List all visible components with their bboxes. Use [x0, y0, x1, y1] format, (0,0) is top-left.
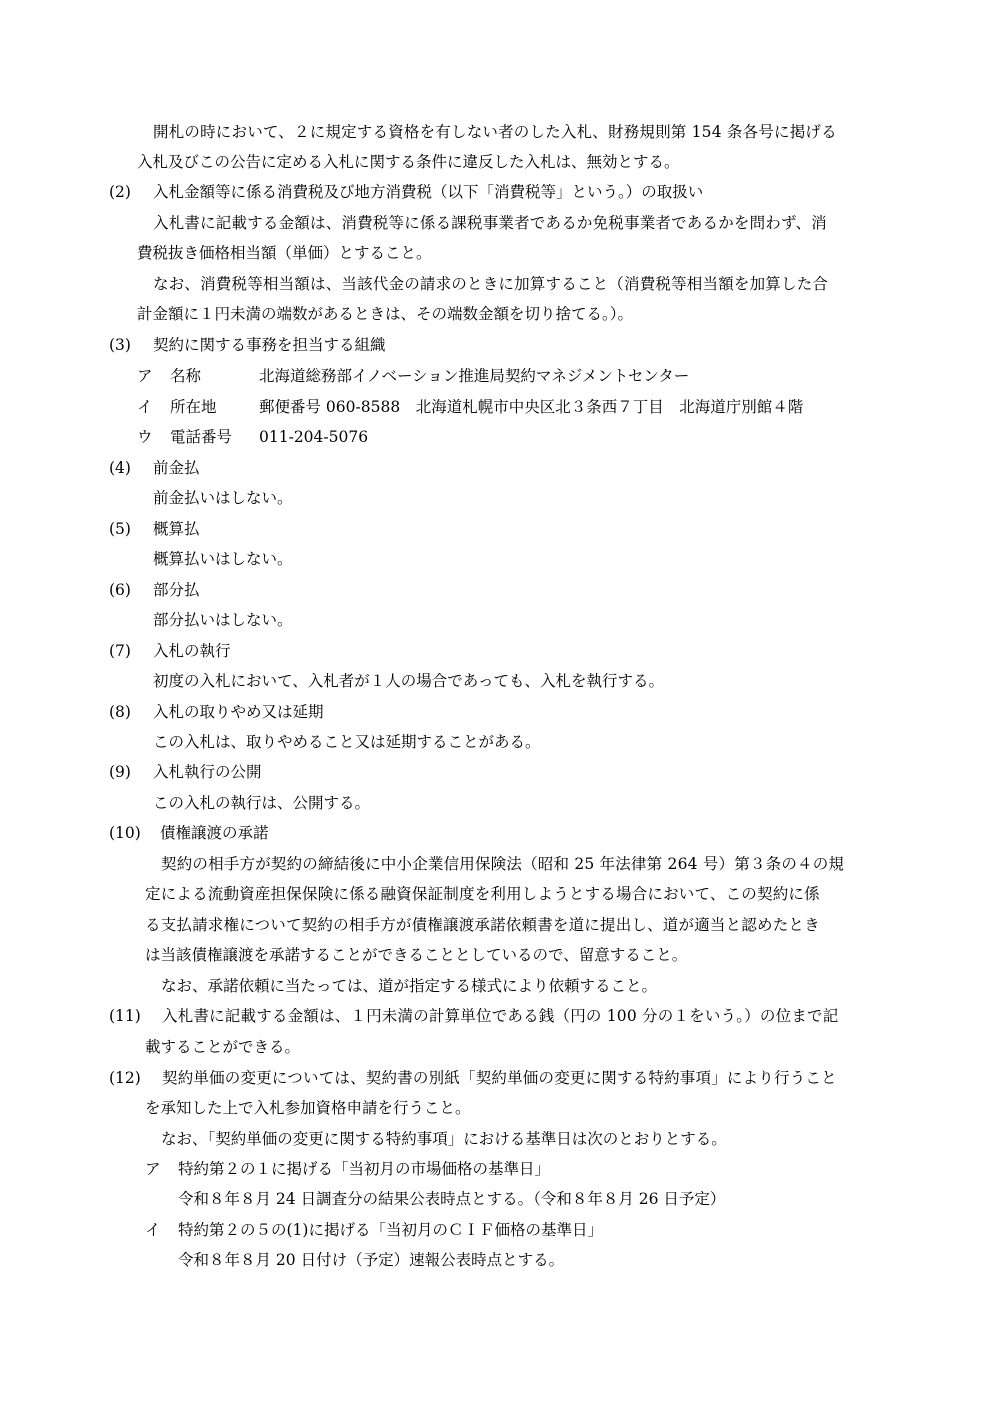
section-title: 概算払 — [153, 520, 200, 538]
sub-item-a — [0, 1157, 1000, 1181]
section-heading-6 — [0, 578, 1000, 602]
text-line: 概算払いはしない。 — [153, 550, 293, 568]
text-line: 定による流動資産担保保険に係る融資保証制度を利用しようとする場合において、この契約に係 — [145, 885, 820, 903]
text-line: この入札の執行は、公開する。 — [153, 794, 371, 812]
text-line: 費税抜き価格相当額（単価）とすること。 — [137, 244, 432, 262]
text-line: 契約の相手方が契約の締結後に中小企業信用保険法（昭和 25 年法律第 264 号）第３条の４の規 — [161, 855, 845, 873]
text-line: 載することができる。 — [145, 1038, 301, 1056]
section-heading-11 — [0, 1004, 1000, 1028]
item-marker: イ — [145, 1221, 161, 1239]
section-title: 入札の執行 — [153, 642, 231, 660]
text-line: 開札の時において、２に規定する資格を有しない者のした入札、財務規則第 154 条各号に掲げる — [153, 123, 837, 141]
section-heading-3 — [0, 333, 1000, 357]
section-number: (5) — [109, 520, 131, 538]
paragraph-line — [0, 913, 1000, 937]
text-line: 令和８年８月 20 日付け（予定）速報公表時点とする。 — [178, 1251, 565, 1269]
contact-row-address — [0, 395, 1000, 419]
item-value: 郵便番号 060-8588 北海道札幌市中央区北３条西７丁目 北海道庁別館４階 — [259, 398, 804, 416]
item-text: 特約第２の５の(1)に掲げる「当初月のＣＩＦ価格の基準日」 — [178, 1221, 603, 1239]
paragraph-line — [0, 486, 1000, 510]
section-heading-7 — [0, 639, 1000, 663]
section-title: 入札の取りやめ又は延期 — [153, 703, 324, 721]
contact-row-name — [0, 364, 1000, 388]
section-number: (6) — [109, 581, 131, 599]
paragraph-line — [0, 1187, 1000, 1211]
section-heading-10 — [0, 821, 1000, 845]
text-line: 初度の入札において、入札者が１人の場合であっても、入札を執行する。 — [153, 672, 665, 690]
text-line: を承知した上で入札参加資格申請を行うこと。 — [145, 1099, 471, 1117]
section-heading-4 — [0, 456, 1000, 480]
item-marker: ア — [137, 367, 153, 385]
paragraph-line — [0, 211, 1000, 235]
text-line: 計金額に１円未満の端数があるときは、その端数金額を切り捨てる。）。 — [137, 305, 634, 323]
paragraph-line — [0, 1035, 1000, 1059]
section-title: 契約に関する事務を担当する組織 — [153, 336, 386, 354]
paragraph-line — [0, 120, 1000, 144]
section-number: (9) — [109, 763, 131, 781]
paragraph-line — [0, 1096, 1000, 1120]
text-line: なお、消費税等相当額は、当該代金の請求のときに加算すること（消費税等相当額を加算した合 — [153, 275, 829, 293]
section-number: (12) — [109, 1069, 141, 1087]
text-line: 前金払いはしない。 — [153, 489, 293, 507]
section-number: (10) — [109, 824, 141, 842]
section-title: 入札執行の公開 — [153, 763, 262, 781]
section-heading-8 — [0, 700, 1000, 724]
item-label: 電話番号 — [170, 428, 233, 446]
paragraph-line — [0, 1127, 1000, 1151]
item-label: 名称 — [170, 367, 202, 385]
paragraph-line — [0, 852, 1000, 876]
section-title: 前金払 — [153, 459, 200, 477]
section-heading-2 — [0, 180, 1000, 204]
text-line: なお、「契約単価の変更に関する特約事項」における基準日は次のとおりとする。 — [161, 1130, 727, 1148]
sub-item-b — [0, 1218, 1000, 1242]
section-title: 債権譲渡の承諾 — [160, 824, 269, 842]
section-number: (8) — [109, 703, 131, 721]
paragraph-line — [0, 791, 1000, 815]
text-line: 令和８年８月 24 日調査分の結果公表時点とする。（令和８年８月 26 日予定） — [178, 1190, 726, 1208]
item-value: 北海道総務部イノベーション推進局契約マネジメントセンター — [259, 367, 690, 385]
section-number: (7) — [109, 642, 131, 660]
section-heading-12 — [0, 1066, 1000, 1090]
section-number: (3) — [109, 336, 131, 354]
contact-row-phone — [0, 425, 1000, 449]
paragraph-line — [0, 882, 1000, 906]
item-marker: ア — [145, 1160, 161, 1178]
section-title: 入札金額等に係る消費税及び地方消費税（以下「消費税等」という。）の取扱い — [153, 183, 704, 201]
text-line: 契約単価の変更については、契約書の別紙「契約単価の変更に関する特約事項」により行うこと — [162, 1069, 837, 1087]
paragraph-line — [0, 272, 1000, 296]
paragraph-line — [0, 730, 1000, 754]
text-line: 部分払いはしない。 — [153, 611, 293, 629]
paragraph-line — [0, 943, 1000, 967]
section-number: (2) — [109, 183, 131, 201]
text-line: なお、承諾依頼に当たっては、道が指定する様式により依頼すること。 — [161, 977, 658, 995]
paragraph-line — [0, 302, 1000, 326]
paragraph-line — [0, 241, 1000, 265]
section-title: 部分払 — [153, 581, 200, 599]
section-number: (4) — [109, 459, 131, 477]
paragraph-line — [0, 974, 1000, 998]
item-marker: イ — [137, 398, 153, 416]
paragraph-line — [0, 1248, 1000, 1272]
paragraph-line — [0, 547, 1000, 571]
paragraph-line — [0, 608, 1000, 632]
text-line: この入札は、取りやめること又は延期することがある。 — [153, 733, 541, 751]
paragraph-line — [0, 669, 1000, 693]
item-label: 所在地 — [170, 398, 217, 416]
text-line: 入札書に記載する金額は、１円未満の計算単位である銭（円の 100 分の１をいう。）の位まで記 — [162, 1007, 839, 1025]
paragraph-line — [0, 150, 1000, 174]
section-number: (11) — [109, 1007, 141, 1025]
text-line: は当該債権譲渡を承諾することができることとしているので、留意すること。 — [145, 946, 688, 964]
section-heading-5 — [0, 517, 1000, 541]
text-line: 入札書に記載する金額は、消費税等に係る課税事業者であるか免税事業者であるかを問わず、消 — [153, 214, 827, 232]
item-value: 011-204-5076 — [259, 428, 369, 446]
text-line: る支払請求権について契約の相手方が債権譲渡承諾依頼書を道に提出し、道が適当と認めたとき — [145, 916, 820, 934]
section-heading-9 — [0, 760, 1000, 784]
item-text: 特約第２の１に掲げる「当初月の市場価格の基準日」 — [178, 1160, 551, 1178]
item-marker: ウ — [137, 428, 153, 446]
text-line: 入札及びこの公告に定める入札に関する条件に違反した入札は、無効とする。 — [137, 153, 680, 171]
